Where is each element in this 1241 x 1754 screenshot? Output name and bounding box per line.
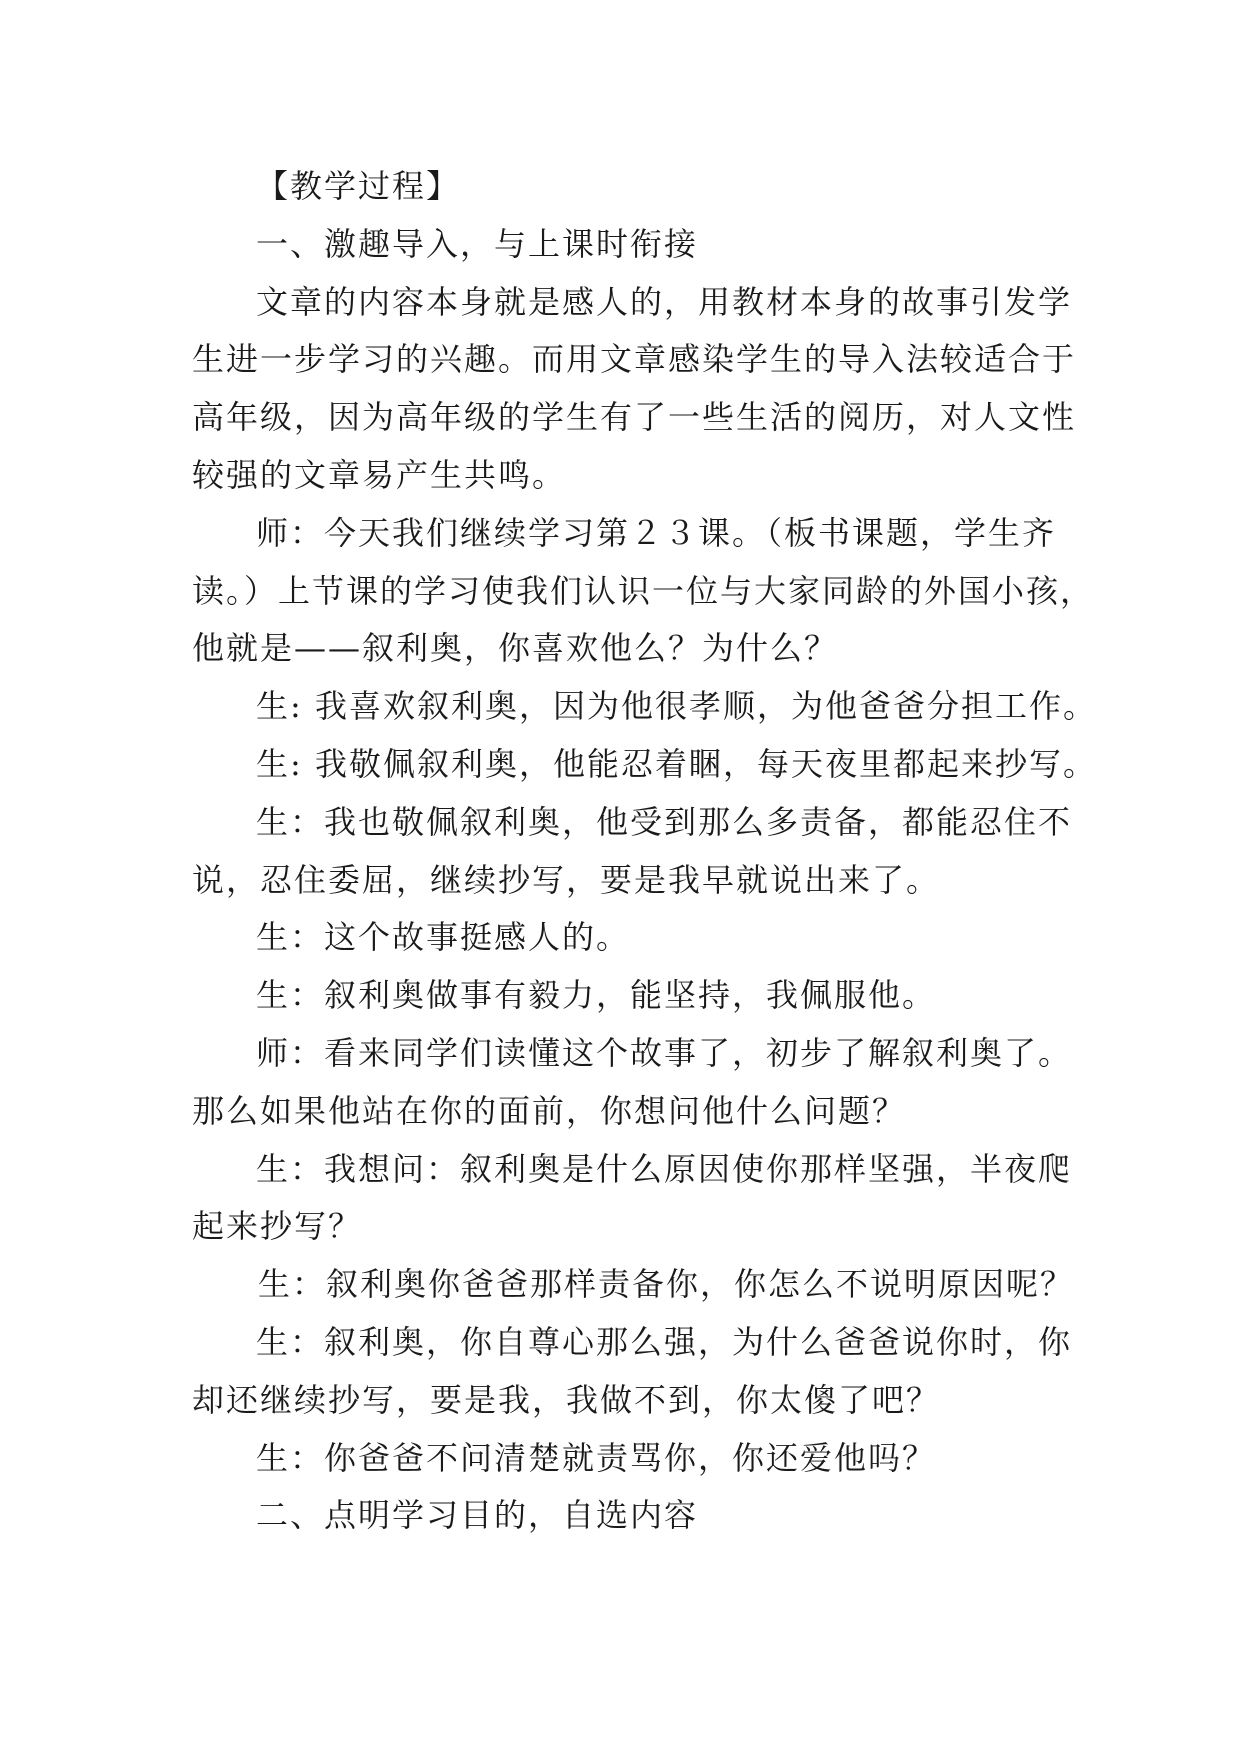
section-heading: 【教学过程】 — [256, 167, 461, 205]
student-line-9: 生：你爸爸不问清楚就责骂你，你还爱他吗？ — [256, 1438, 937, 1477]
paragraph-line: 师：今天我们继续学习第２３课。（板书课题，学生齐 — [256, 513, 1057, 552]
paragraph-line: 较强的文章易产生共鸣。 — [192, 455, 567, 494]
student-line-4: 生：这个故事挺感人的。 — [256, 918, 631, 957]
student-line-3 — [192, 794, 1072, 910]
teacher-line-2 — [192, 1025, 1072, 1141]
student-line-7: 生：叙利奥你爸爸那样责备你，你怎么不说明原因呢？ — [258, 1265, 1075, 1304]
paragraph-line: 起来抄写？ — [192, 1207, 363, 1246]
paragraph-line: 生：我也敬佩叙利奥，他受到那么多责备，都能忍住不 — [256, 802, 1073, 841]
paragraph-line: 文章的内容本身就是感人的，用教材本身的故事引发学 — [256, 282, 1073, 321]
paragraph-line: 读。）上节课的学习使我们认识一位与大家同龄的外国小孩， — [192, 571, 1095, 610]
student-line-1: 生: 我喜欢叙利奥，因为他很孝顺，为他爸爸分担工作。 — [256, 687, 1097, 726]
student-line-6 — [192, 1141, 1072, 1257]
paragraph-line: 高年级，因为高年级的学生有了一些生活的阅历，对人文性 — [192, 398, 1077, 437]
student-line-8 — [192, 1314, 1072, 1430]
intro-paragraph — [192, 274, 1077, 505]
paragraph-line: 说，忍住委屈，继续抄写，要是我早就说出来了。 — [192, 860, 941, 899]
student-line-2: 生: 我敬佩叙利奥，他能忍着睏，每天夜里都起来抄写。 — [256, 744, 1097, 783]
paragraph-line: 生进一步学习的兴趣。而用文章感染学生的导入法较适合于 — [192, 340, 1077, 379]
paragraph-line: 生：我想问：叙利奥是什么原因使你那样坚强，半夜爬 — [256, 1149, 1073, 1188]
step2-heading: 二、点明学习目的，自选内容 — [256, 1496, 699, 1535]
lesson-text — [192, 158, 1097, 1545]
paragraph-line: 却还继续抄写，要是我，我做不到，你太傻了吧？ — [192, 1380, 941, 1419]
teacher-line-1 — [192, 505, 1095, 678]
paragraph-line: 那么如果他站在你的面前，你想问他什么问题？ — [192, 1091, 907, 1130]
paragraph-line: 生：叙利奥，你自尊心那么强，为什么爸爸说你时，你 — [256, 1322, 1073, 1361]
student-line-5: 生：叙利奥做事有毅力，能坚持，我佩服他。 — [256, 976, 937, 1015]
step1-heading: 一、激趣导入，与上课时衔接 — [256, 224, 699, 263]
paragraph-line: 他就是——叙利奥，你喜欢他么？为什么？ — [192, 629, 839, 668]
paragraph-line: 师：看来同学们读懂这个故事了，初步了解叙利奥了。 — [256, 1033, 1073, 1072]
